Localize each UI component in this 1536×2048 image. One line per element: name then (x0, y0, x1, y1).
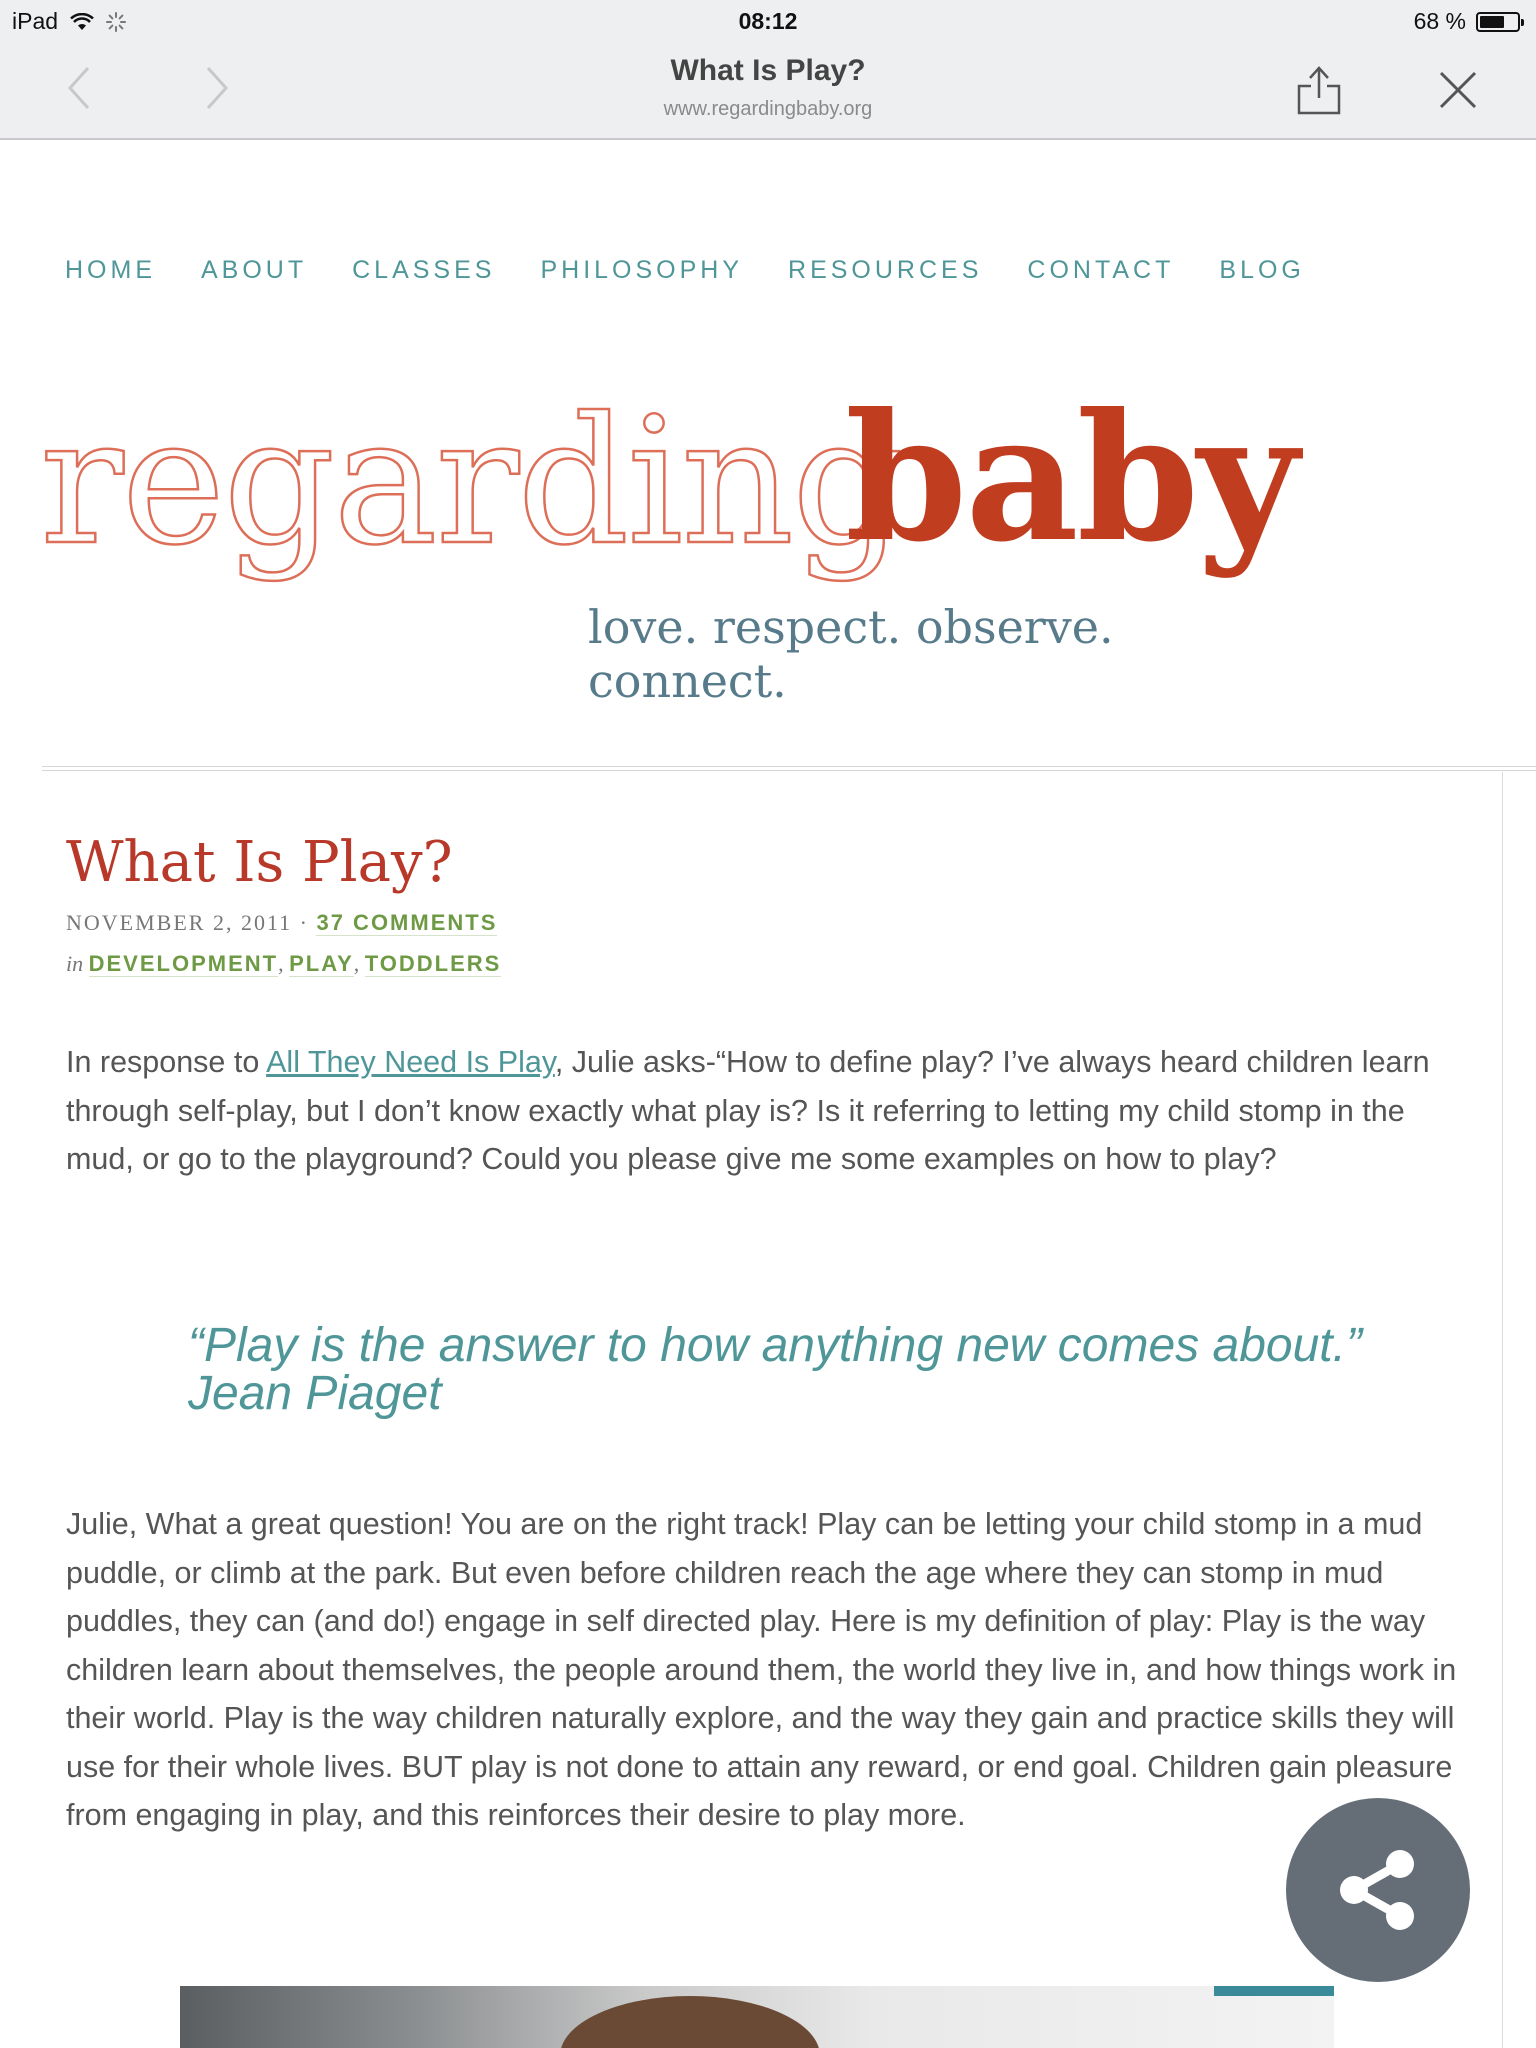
category-separator: , (278, 951, 290, 976)
article-image (180, 1986, 1334, 2048)
paragraph-text: In response to (66, 1045, 267, 1079)
paragraph-text: , Julie asks-“How to define play? I’ve always heard children learn through self-play, but I don’t know exactly what play is? Is it referring to letting my child stomp in the mud, or go to the playground? Could you please give me some examples on how to play? (66, 1045, 1430, 1176)
floating-share-button[interactable] (1286, 1798, 1470, 1982)
category-separator: , (353, 951, 365, 976)
status-bar (0, 0, 1536, 40)
device-label: iPad (12, 8, 59, 34)
wifi-icon (70, 13, 94, 31)
nav-home[interactable]: HOME (65, 256, 156, 284)
battery-icon (1476, 12, 1520, 32)
quote-author: Jean Piaget (188, 1367, 442, 1420)
logo-word-baby: baby (845, 376, 1297, 581)
share-nodes-icon (1330, 1842, 1426, 1938)
article-meta-date (66, 910, 497, 936)
site-nav (65, 256, 1305, 285)
image-teal-strip (1214, 1986, 1334, 1996)
comments-link[interactable]: 37 COMMENTS (316, 910, 498, 935)
category-link[interactable]: TODDLERS (364, 951, 502, 976)
status-right (1414, 8, 1520, 35)
meta-separator: · (299, 910, 309, 935)
browser-page-title: What Is Play? (670, 54, 866, 87)
blockquote (188, 1319, 1488, 1420)
in-label: in (66, 951, 84, 976)
article-meta-categories (66, 951, 501, 977)
category-link[interactable]: DEVELOPMENT (88, 951, 279, 976)
logo-word-regarding: regarding (40, 381, 902, 584)
nav-contact[interactable]: CONTACT (1027, 256, 1175, 284)
battery-fill (1480, 16, 1504, 28)
content-border (1502, 772, 1503, 2048)
browser-url[interactable]: www.regardingbaby.org (663, 98, 873, 120)
post-date: NOVEMBER 2, 2011 (66, 910, 293, 935)
image-child-hair (560, 1996, 820, 2048)
category-link[interactable]: PLAY (289, 951, 354, 976)
article-paragraph: Julie, What a great question! You are on the right track! Play can be letting your child stomp in a mud puddle, or climb at the park. But even before children reach the age where they can stomp in mud puddles, they can (and do!) engage in self directed play. Here is my definition of play: Play is the way children learn about themselves, the people around them, the world they live in, and how things work in their world. Play is the way children naturally explore, and the way they gain and practice skills they will use for their whole lives. BUT play is not done to attain any reward, or end goal. Children gain pleasure from engaging in play, and this reinforces their desire to play more. (66, 1507, 1457, 1832)
content-divider (42, 766, 1536, 771)
all-they-need-is-play-link[interactable]: All They Need Is Play (266, 1045, 555, 1079)
article-title: What Is Play? (66, 830, 453, 895)
nav-classes[interactable]: CLASSES (352, 256, 496, 284)
browser-nav-bar (0, 40, 1536, 140)
battery-percentage: 68 % (1413, 8, 1466, 34)
nav-philosophy[interactable]: PHILOSOPHY (540, 256, 744, 284)
nav-blog[interactable]: BLOG (1219, 256, 1305, 284)
status-left (12, 8, 126, 35)
site-logo[interactable] (40, 376, 1297, 708)
share-icon[interactable] (1296, 64, 1342, 116)
close-icon[interactable] (1438, 70, 1478, 110)
clock: 08:12 (738, 8, 798, 34)
nav-resources[interactable]: RESOURCES (788, 256, 983, 284)
nav-about[interactable]: ABOUT (201, 256, 308, 284)
quote-text: “Play is the answer to how anything new comes about.” (188, 1319, 1362, 1372)
activity-spinner-icon (106, 12, 126, 32)
logo-tagline: love. respect. observe. connect. (588, 600, 1114, 708)
article-paragraph (66, 1038, 1476, 1184)
